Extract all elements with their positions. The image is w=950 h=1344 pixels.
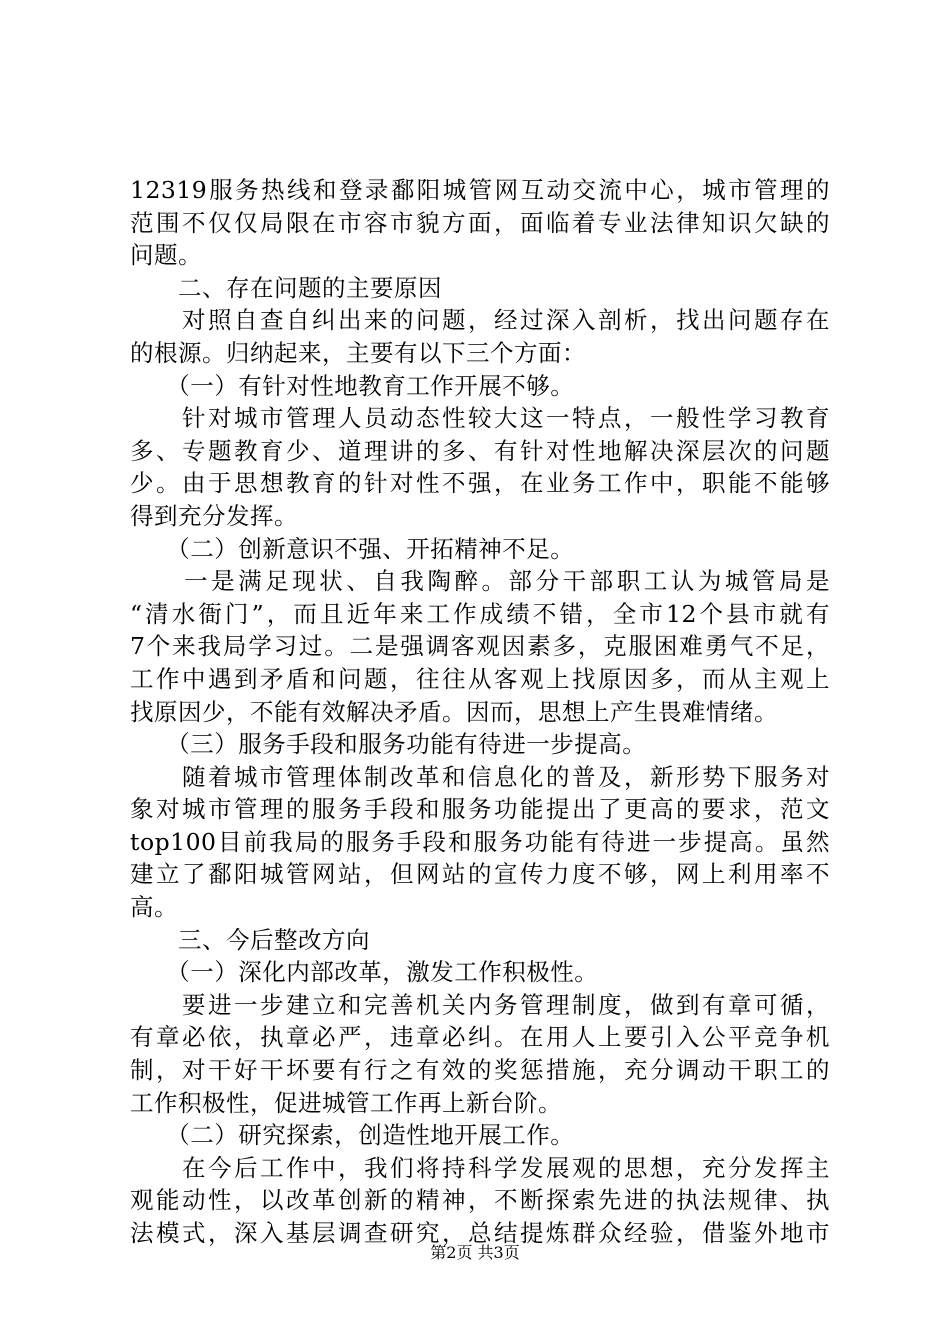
text-line: 的根源。归纳起来，主要有以下三个方面： <box>130 338 586 367</box>
text-line: 7个来我局学习过。二是强调客观因素多，克服困难勇气不足， <box>130 632 830 661</box>
text-line: 法模式，深入基层调查研究，总结提炼群众经验，借鉴外地市 <box>130 1219 830 1247</box>
text-line: 象对城市管理的服务手段和服务功能提出了更高的要求，范文 <box>130 795 830 824</box>
text-line: 观能动性，以改革创新的精神，不断探索先进的执法规律、执 <box>130 1186 830 1215</box>
text-line: 工作中遇到矛盾和问题，往往从客观上找原因多，而从主观上 <box>130 664 830 693</box>
text-line: 少。由于思想教育的针对性不强，在业务工作中，职能不能够 <box>130 469 830 498</box>
document-body <box>130 174 830 1250</box>
text-line: 一是满足现状、自我陶醉。部分干部职工认为城管局是 <box>130 567 830 596</box>
text-line: 得到充分发挥。 <box>130 501 298 530</box>
text-line: 针对城市管理人员动态性较大这一特点，一般性学习教育 <box>130 404 830 433</box>
text-line: 工作积极性，促进城管工作再上新台阶。 <box>130 1088 562 1117</box>
text-line: 范围不仅仅局限在市容市貌方面，面临着专业法律知识欠缺的 <box>130 208 830 237</box>
text-line: （一）深化内部改革，激发工作积极性。 <box>130 958 599 987</box>
text-line: 二、存在问题的主要原因 <box>130 273 442 302</box>
page-number-label: 第2页 共3页 <box>430 1243 520 1262</box>
text-line: 有章必依，执章必严，违章必纠。在用人上要引入公平竞争机 <box>130 1023 830 1052</box>
text-line: 制，对干好干坏要有行之有效的奖惩措施，充分调动干职工的 <box>130 1056 830 1085</box>
page-footer <box>0 1243 950 1263</box>
text-line: 找原因少，不能有效解决矛盾。因而，思想上产生畏难情绪。 <box>130 697 778 726</box>
text-line: 多、专题教育少、道理讲的多、有针对性地解决深层次的问题 <box>130 436 830 465</box>
text-line: 高。 <box>130 893 178 922</box>
text-line: top100目前我局的服务手段和服务功能有待进一步提高。虽然 <box>130 827 830 856</box>
text-line: 12319服务热线和登录鄱阳城管网互动交流中心，城市管理的 <box>130 176 830 204</box>
text-line: 要进一步建立和完善机关内务管理制度，做到有章可循， <box>130 990 830 1019</box>
text-line: （一）有针对性地教育工作开展不够。 <box>130 371 575 400</box>
text-line: （二）创新意识不强、开拓精神不足。 <box>130 534 575 563</box>
text-line: 在今后工作中，我们将持科学发展观的思想，充分发挥主 <box>130 1153 830 1182</box>
text-line: “清水衙门”，而且近年来工作成绩不错，全市12个县市就有 <box>130 599 830 628</box>
text-line: 问题。 <box>130 241 202 270</box>
text-line: 对照自查自纠出来的问题，经过深入剖析，找出问题存在 <box>130 306 830 335</box>
text-line: （三）服务手段和服务功能有待进一步提高。 <box>130 730 647 759</box>
text-line: 三、今后整改方向 <box>130 925 370 954</box>
text-line: （二）研究探索，创造性地开展工作。 <box>130 1121 575 1150</box>
text-line: 建立了鄱阳城管网站，但网站的宣传力度不够，网上利用率不 <box>130 860 830 889</box>
text-line: 随着城市管理体制改革和信息化的普及，新形势下服务对 <box>130 762 830 791</box>
